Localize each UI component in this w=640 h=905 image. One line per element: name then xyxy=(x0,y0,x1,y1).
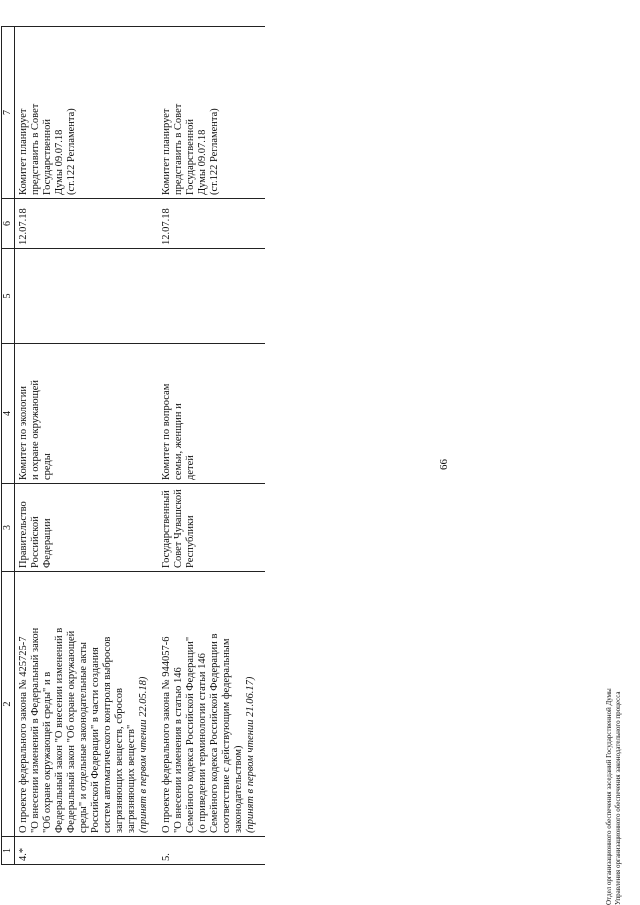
note-line: представить в Совет xyxy=(30,103,41,195)
bill-title-line: "О внесении изменений в Федеральный закон xyxy=(30,627,41,833)
bill-title-cell xyxy=(158,572,265,837)
column-header: 7 xyxy=(2,27,15,199)
initiator-cell xyxy=(15,484,159,572)
bill-title-line: загрязняющих веществ, сбросов xyxy=(114,688,125,833)
note-line: (ст.122 Регламента) xyxy=(66,108,77,195)
row-number: 4.* xyxy=(15,837,159,865)
column-5-cell xyxy=(15,249,159,344)
initiator-line: Государственный xyxy=(161,490,172,568)
committee-line: детей xyxy=(185,455,196,480)
adopted-note: (принят в первом чтении 22.05.18) xyxy=(138,676,149,833)
bill-title-line: соответствие с действующим федеральным xyxy=(221,638,232,833)
table-header-row xyxy=(2,27,15,865)
bill-title-line: законодательством) xyxy=(233,745,244,833)
bill-title-line: среды" и отдельные законодательные акты xyxy=(78,642,89,833)
footer-line: Отдел организационного обеспечения заседаний Государственной Думы xyxy=(605,688,613,905)
bill-title-line: О проекте федерального закона № 944057-6 xyxy=(161,636,172,833)
initiator-line: Федерации xyxy=(42,518,53,568)
committee-line: Комитет по экологии xyxy=(18,386,29,480)
note-cell xyxy=(158,27,265,199)
column-header: 5 xyxy=(2,249,15,344)
date-cell: 12.07.18 xyxy=(15,199,159,249)
bill-title-line: систем автоматического контроля выбросов xyxy=(102,636,113,833)
note-cell xyxy=(15,27,159,199)
committee-cell xyxy=(15,344,159,484)
bill-title-line: (о приведении терминологии статьи 146 xyxy=(197,653,208,833)
footer-line: Управления организационного обеспечения законодательного процесса xyxy=(614,691,622,905)
column-header: 6 xyxy=(2,199,15,249)
committee-line: семьи, женщин и xyxy=(173,403,184,480)
bill-title-line: "О внесении изменения в статью 146 xyxy=(173,667,184,833)
date-cell: 12.07.18 xyxy=(158,199,265,249)
column-header: 3 xyxy=(2,484,15,572)
adopted-note: (принят в первом чтении 21.06.17) xyxy=(245,676,256,833)
note-line: Государственной xyxy=(42,119,53,195)
note-line: Государственной xyxy=(185,119,196,195)
column-5-cell xyxy=(158,249,265,344)
initiator-line: Республики xyxy=(185,515,196,568)
bill-title-line: Семейного кодекса Российской Федерации в xyxy=(209,633,220,833)
committee-cell xyxy=(158,344,265,484)
bill-title-line: О проекте федерального закона № 425725-7 xyxy=(18,636,29,833)
bill-title-line: "Об охране окружающей среды" и в xyxy=(42,671,53,833)
note-line: Комитет планирует xyxy=(161,108,172,195)
table-row xyxy=(15,27,159,865)
note-line: Комитет планирует xyxy=(18,108,29,195)
bill-title-cell xyxy=(15,572,159,837)
bill-title-line: Российской Федерации" в части создания xyxy=(90,647,101,833)
initiator-line: Российской xyxy=(30,516,41,568)
table-row xyxy=(158,27,265,865)
agenda-table xyxy=(1,26,265,865)
note-line: (ст.122 Регламента) xyxy=(209,108,220,195)
initiator-line: Правительство xyxy=(18,501,29,568)
page-number: 66 xyxy=(438,459,450,470)
bill-title-line: загрязняющих веществ" xyxy=(126,724,137,833)
row-number: 5. xyxy=(158,837,265,865)
bill-title-line: Федеральный закон "Об охране окружающей xyxy=(66,630,77,833)
committee-line: среды xyxy=(42,453,53,480)
note-line: представить в Совет xyxy=(173,103,184,195)
bill-title-line: Федеральный закон "О внесении изменений в xyxy=(54,627,65,833)
note-line: Думы 09.07.18 xyxy=(197,129,208,195)
column-header: 4 xyxy=(2,344,15,484)
initiator-cell xyxy=(158,484,265,572)
initiator-line: Совет Чувашской xyxy=(173,489,184,568)
column-header: 2 xyxy=(2,572,15,837)
bill-title-line: Семейного кодекса Российской Федерации" xyxy=(185,636,196,833)
committee-line: и охране окружающей xyxy=(30,380,41,480)
note-line: Думы 09.07.18 xyxy=(54,129,65,195)
page-footer xyxy=(605,688,623,905)
column-header: 1 xyxy=(2,837,15,865)
committee-line: Комитет по вопросам xyxy=(161,383,172,480)
